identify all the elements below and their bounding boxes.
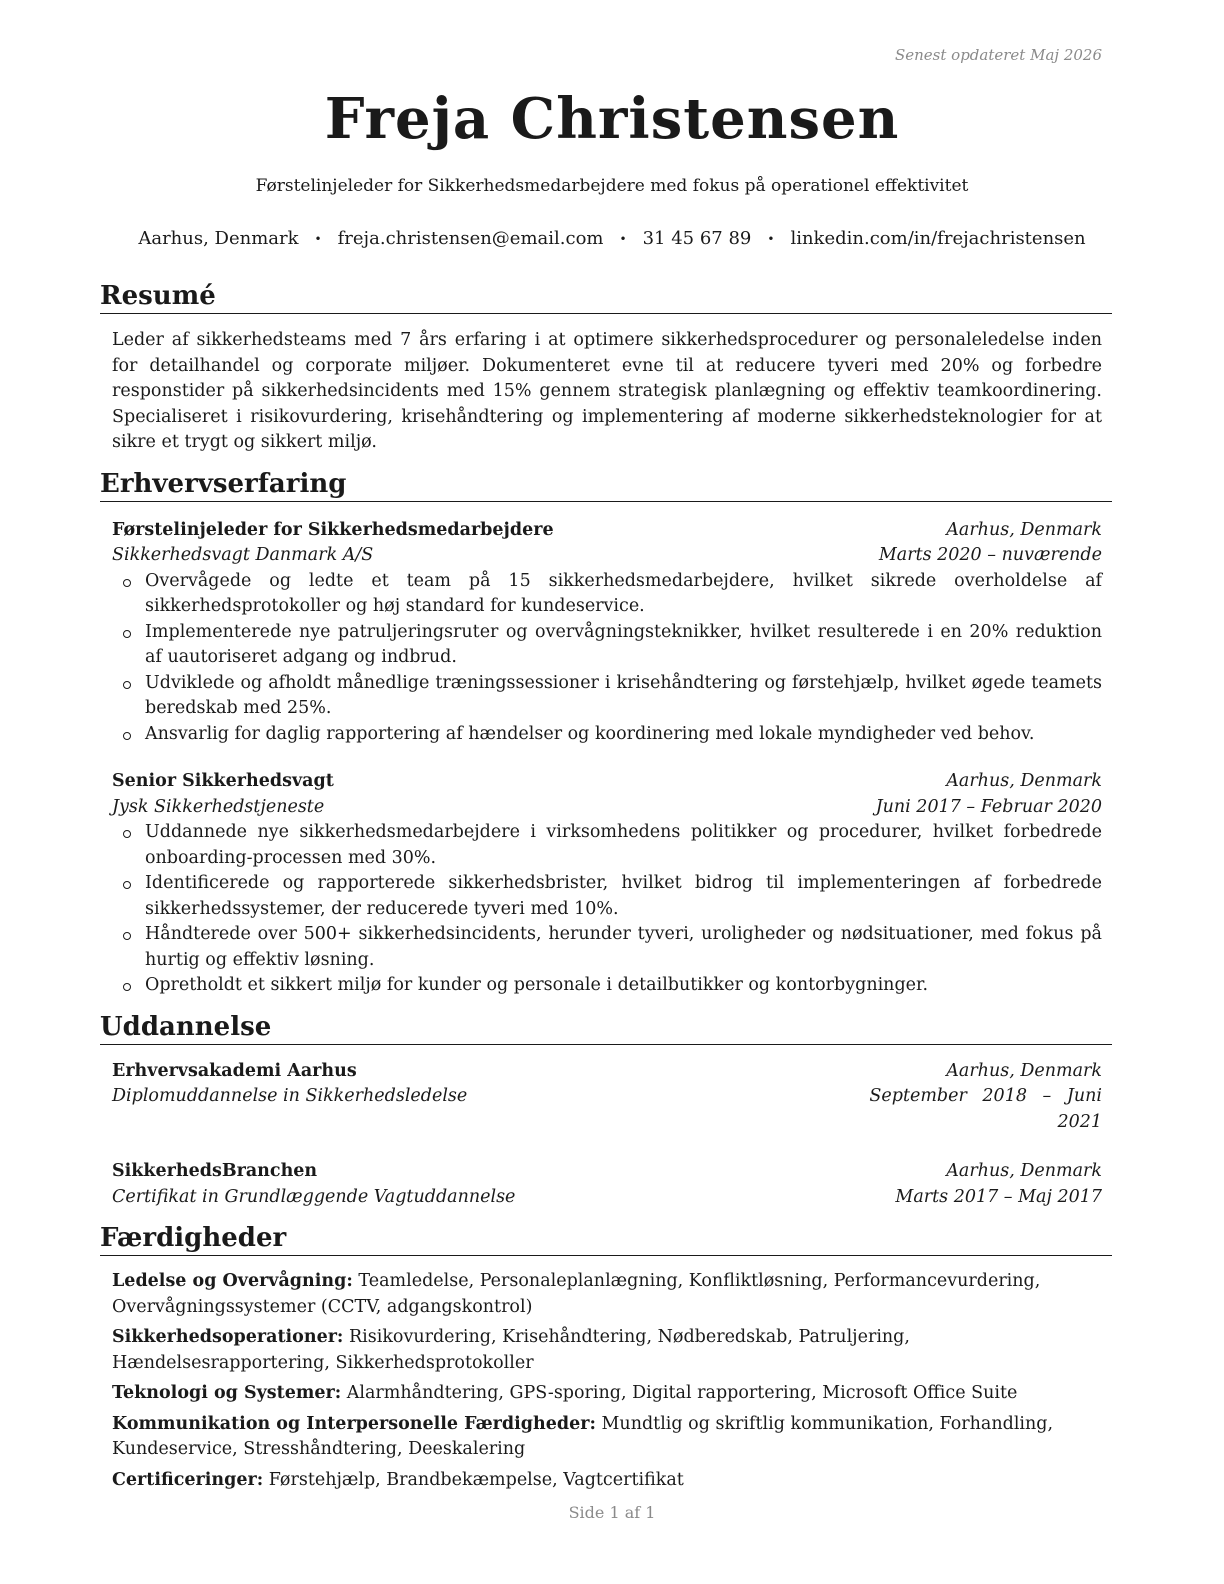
education-dates: September 2018 – Juni [869,1086,1102,1106]
skill-value: Førstehjælp, Brandbekæmpelse, Vagtcertifikat [268,1469,684,1490]
skill-line [112,1412,1102,1463]
job-dates: Marts 2020 – nuværende [878,545,1102,565]
page-number: Side 1 af 1 [568,1503,656,1522]
job-entry [112,518,1102,748]
education-degree: Certifikat in Grundlæggende Vagtuddannelse [112,1186,516,1207]
job-bullets [112,569,1102,748]
resume-content [100,280,1112,1493]
skill-value: Risikovurdering, Krisehåndtering, Nødberedskab, Patruljering, Hændelsesrapportering, Sikkerhedsprotokoller [112,1327,910,1373]
job-company: Jysk Sikkerhedstjeneste [112,796,325,817]
skill-value: Alarmhåndtering, GPS-sporing, Digital rapportering, Microsoft Office Suite [346,1383,1018,1403]
job-role: Senior Sikkerhedsvagt [112,771,334,791]
education-location: Aarhus, Denmark [946,1060,1102,1081]
list-item: Uddannede nye sikkerhedsmedarbejdere i virksomhedens politikker og procedurer, hvilket forbedrede onboarding-processen med 30%. [112,820,1102,871]
list-item: Implementerede nye patruljeringsruter og overvågningsteknikker, hvilket resulterede i en 20% reduktion af uautoriseret adgang og indbrud. [112,620,1102,671]
education-degree: Diplomuddannelse in Sikkerhedsledelse [112,1086,468,1106]
list-item: Udviklede og afholdt månedlige træningssessioner i krisehåndtering og førstehjælp, hvilket øgede teamets beredskab med 25%. [112,671,1102,722]
education-school: SikkerhedsBranchen [112,1161,318,1181]
section-title-education: Uddannelse [100,1011,1112,1045]
job-bullets [112,820,1102,999]
skill-line [112,1269,1102,1320]
candidate-name: Freja Christensen [324,86,900,152]
list-item: Overvågede og ledte et team på 15 sikkerhedsmedarbejdere, hvilket sikrede overholdelse af sikkerhedsprotokoller og høj standard for kundeservice. [112,569,1102,620]
section-title-experience: Erhvervserfaring [100,468,1112,502]
job-dates: Juni 2017 – Februar 2020 [875,796,1102,817]
job-role: Førstelinjeleder for Sikkerhedsmedarbejdere [112,519,554,540]
skill-value: Teamledelse, Personaleplanlægning, Konfliktløsning, Performancevurdering, Overvågningssystemer (CCTV, adgangskontrol) [112,1271,1041,1317]
education-entry [112,1159,1102,1210]
job-location: Aarhus, Denmark [946,519,1102,540]
contact-linkedin[interactable]: linkedin.com/in/frejachristensen [790,228,1086,249]
bullet-separator: • [767,232,775,246]
bullet-separator: • [314,232,322,246]
skill-line [112,1468,1102,1494]
section-title-skills: Færdigheder [100,1222,1112,1256]
skill-label: Certificeringer: [112,1469,264,1490]
skill-value: Mundtlig og skriftlig kommunikation, Forhandling, Kundeservice, Stresshåndtering, Deeskalering [112,1413,1054,1459]
list-item: Opretholdt et sikkert miljø for kunder og personale i detailbutikker og kontorbygninger. [112,973,1102,999]
section-title-summary: Resumé [100,280,1112,314]
job-entry [112,769,1102,999]
list-item: Ansvarlig for daglig rapportering af hændelser og koordinering med lokale myndigheder ved behov. [112,722,1102,748]
tagline: Førstelinjeleder for Sikkerhedsmedarbejdere med fokus på operationel effektivitet [255,176,969,196]
skill-line [112,1325,1102,1376]
contact-phone: 31 45 67 89 [642,228,752,249]
job-location: Aarhus, Denmark [946,771,1102,791]
contact-line [0,228,1224,249]
bullet-separator: • [619,232,627,246]
education-dates-continued: 2021 [1057,1111,1102,1132]
skill-label: Kommunikation og Interpersonelle Færdigheder: [112,1413,596,1434]
education-dates: Marts 2017 – Maj 2017 [895,1186,1102,1207]
last-updated: Senest opdateret Maj 2026 [894,46,1102,64]
skill-label: Sikkerhedsoperationer: [112,1327,344,1347]
education-location: Aarhus, Denmark [946,1161,1102,1181]
job-company: Sikkerhedsvagt Danmark A/S [112,545,374,565]
skill-label: Ledelse og Overvågning: [112,1271,353,1291]
skill-line [112,1381,1102,1407]
education-entry [112,1059,1102,1136]
list-item: Identificerede og rapporterede sikkerhedsbrister, hvilket bidrog til implementeringen af forbedrede sikkerhedssystemer, der reducerede tyveri med 10%. [112,871,1102,922]
education-school: Erhvervsakademi Aarhus [112,1060,357,1081]
contact-location: Aarhus, Denmark [138,228,299,249]
list-item: Håndterede over 500+ sikkerhedsincidents, herunder tyveri, uroligheder og nødsituationer, med fokus på hurtig og effektiv løsning. [112,922,1102,973]
skill-label: Teknologi og Systemer: [112,1383,342,1403]
contact-email[interactable]: freja.christensen@email.com [337,228,604,249]
summary-text: Leder af sikkerhedsteams med 7 års erfaring i at optimere sikkerhedsprocedurer og personaleledelse inden for detailhandel og corporate miljøer. Dokumenteret evne til at reducere tyveri med 20% og forbedre responstider på sikkerhedsincidents med 15% gennem strategisk planlægning og effektiv teamkoordinering. Specialiseret i risikovurdering, krisehåndtering og implementering af moderne sikkerhedsteknologier for at sikre et trygt og sikkert miljø. [112,330,1102,452]
